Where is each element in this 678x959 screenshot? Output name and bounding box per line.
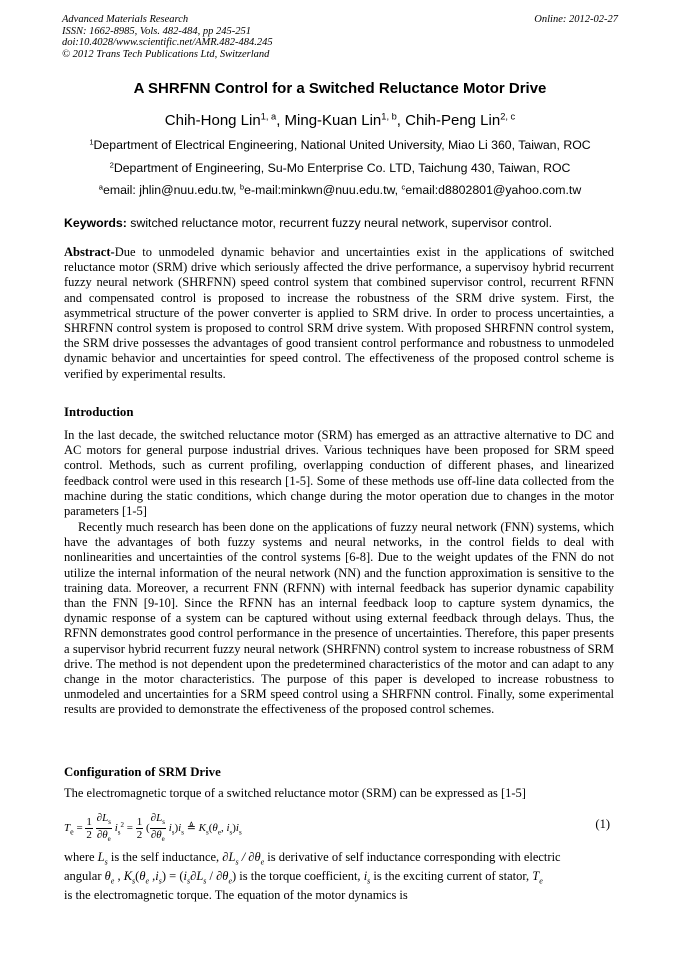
author-name: Chih-Hong Lin	[164, 112, 261, 129]
journal-name: Advanced Materials Research	[62, 14, 189, 25]
affiliation-2: $^2$Department of Engineering, Su-Mo Enterprise Co. LTD, Taichung 430, Taiwan, ROC	[109, 160, 571, 175]
author-name: Chih-Peng Lin	[405, 112, 501, 129]
intro-paragraph-2: Recently much research has been done on the applications of fuzzy neural network (FNN) systems, which have the advantages of both fuzzy systems and neural networks, in the control fields to deal with nonlinearities and uncertainties of the control systems [6-8]. Due to the weight updates of the FNN do not utilize the internal information of the neural network (NN) and the function approximation is sensitive to the training data. Moreover, a recurrent FNN (RFNN) with internal feedback has superior dynamic capability than the FNN [9-10]. Since the RFNN has an internal feedback loop to capture system dynamics, the dynamic response of a system can be captured without using external feedback through delays. Thus, the RFNN demonstrates good control performance in the presence of uncertainties. Therefore, this paper presents a supervisor hybrid recurrent fuzzy neural network (SHRFNN) control system to increase robustness of SRM drive. The method is not dependent upon the predetermined characteristics of the motor and can adapt to any change in the motor characteristics. The purpose of this paper is developed to increase robustness to unmodeled and uncertainties for a SRM speed control using a SHRFNN control. Finally, some experimental results are provided to demonstrate the effectiveness of the proposed control schemes.	[64, 520, 614, 717]
author-sup: 2, c	[500, 111, 516, 122]
keywords-label: Keywords:	[64, 216, 127, 230]
keywords-text: switched reluctance motor, recurrent fuzzy neural network, supervisor control.	[126, 216, 552, 230]
section-heading-configuration: Configuration of SRM Drive	[64, 765, 221, 779]
equation-1: $T_e$ = $\frac{1}{2}$ $\frac{\partial L_s}{\partial\theta_e}$ $i_s^2$ = $\frac{1}{2}$ ( $\frac{\partial L_s}{\partial\theta_e}$ $i_s)i_s$ ≜ $K_s(\theta_e$, $i_s)i_s$ (1)	[64, 812, 610, 844]
intro-paragraph-1: In the last decade, the switched reluctance motor (SRM) has emerged as an attractive alternative to DC and AC motors for general purpose industrial drives. Various techniques have been proposed for SRM speed control. Methods, such as current profiling, overlapping conduction of different phases, and linearized feedback control were used in this research [1-5]. Some of these methods use off-line data collected from the machine during the static conditions, which change during the motor operation due to changes in the motor parameters [1-5]	[64, 428, 614, 519]
paper-title: A SHRFNN Control for a Switched Reluctance Motor Drive	[133, 80, 547, 97]
online-date: Online: 2012-02-27	[534, 14, 618, 25]
author-name: Ming-Kuan Lin	[284, 112, 382, 129]
issn: ISSN: 1662-8985, Vols. 482-484, pp 245-251	[62, 25, 251, 37]
section-heading-introduction: Introduction	[64, 405, 134, 419]
abstract	[64, 245, 614, 382]
author-sup: 1, a	[260, 111, 277, 122]
config-where-line-1: where $L_s$ is the self inductance, $\partial L_s / \partial\theta_e$ is derivative of self inductance corresponding with electric	[64, 850, 561, 867]
email-a: email: jhlin@nuu.edu.tw,	[103, 183, 240, 197]
copyright: © 2012 Trans Tech Publications Ltd, Switzerland	[62, 48, 270, 60]
keywords	[64, 216, 618, 230]
email-line: $^a$email: jhlin@nuu.edu.tw, $^b$e-mail:minkwn@nuu.edu.tw, $^c$email:d8802801@yahoo.com.tw	[98, 182, 582, 197]
journal-header	[62, 14, 618, 60]
doi: doi:10.4028/www.scientific.net/AMR.482-484.245	[62, 37, 273, 49]
abstract-label: Abstract-	[64, 245, 115, 259]
equation-number: (1)	[595, 817, 610, 831]
email-b: e-mail:minkwn@nuu.edu.tw,	[244, 183, 402, 197]
config-where-line-3: is the electromagnetic torque. The equation of the motor dynamics is	[64, 888, 408, 902]
config-paragraph-1: The electromagnetic torque of a switched reluctance motor (SRM) can be expressed as [1-5]	[64, 786, 526, 800]
author-sup: 1, b	[381, 111, 397, 122]
author-list: Chih-Hong Lin$^{1, a}$, Ming-Kuan Lin$^{1, b}$, Chih-Peng Lin$^{2, c}$	[164, 111, 516, 129]
config-where-line-2: angular $\theta_e$ , $K_s(\theta_e$ $,i_s) = (i_s\partial L_s / \partial\theta_e)$ is the torque coefficient, $i_s$ is the exciting current of stator, $T_e$	[64, 869, 543, 886]
abstract-text: Due to unmodeled dynamic behavior and uncertainties exist in the applications of switched reluctance motor (SRM) drive which seriously affected the drive performance, a supervisoy hybrid recurrent fuzzy neural network (SHRFNN) speed control system that combined supervisor control, recurrent RFNN and compensated control is proposed to increase the robustness of the SRM drive system. First, the asymmetrical structure of the power converter is applied to SRM drive. In order to process uncertainties, a SHRFNN control system is proposed to control SRM drive system. With proposed SHRFNN control system, the SRM drive possesses the advantages of good transient control performance and robustness to unmodeled dynamic behavior and uncertainties for speed control. The effectiveness of the proposed control scheme is verified by experimental results.	[64, 245, 614, 381]
affiliation-1: $^1$Department of Electrical Engineering, National United University, Miao Li 360, Taiwan, ROC	[89, 137, 591, 152]
email-c: email:d8802801@yahoo.com.tw	[405, 183, 582, 197]
